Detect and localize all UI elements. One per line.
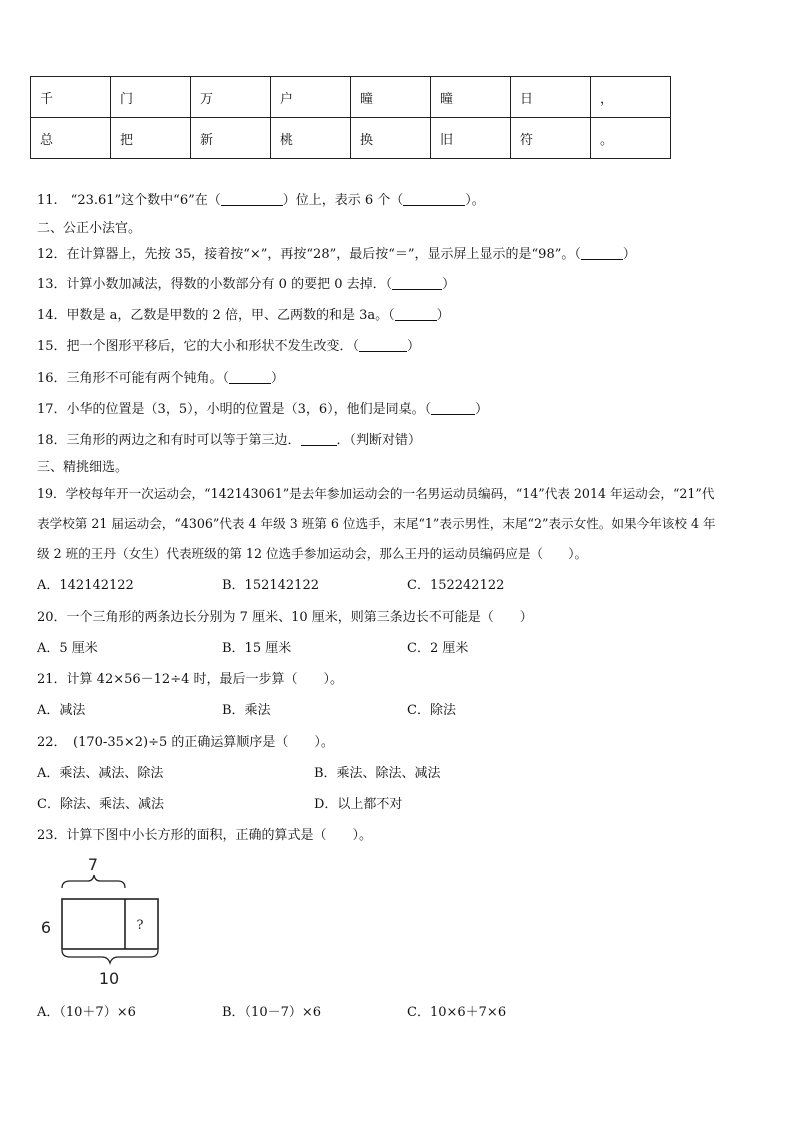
answer-blank[interactable] — [581, 247, 623, 260]
top-width-label: 7 — [87, 855, 99, 874]
table-cell: 总 — [31, 118, 111, 159]
table-cell: 户 — [271, 77, 351, 118]
question-text: 14．甲数是 a，乙数是甲数的 2 倍，甲、乙两数的和是 3a。（ — [37, 308, 395, 323]
option-c[interactable]: C．2 厘米 — [407, 641, 469, 656]
question-text: 16．三角形不可能有两个钝角。（ — [37, 371, 230, 386]
top-brace — [62, 875, 125, 888]
question-12 — [37, 243, 636, 262]
question-text: ） — [407, 339, 421, 354]
question-23: 23．计算下图中小长方形的面积，正确的算式是（ ）。 — [37, 828, 373, 843]
question-22: 22． (170-35×2)÷5 的正确运算顺序是（ ）。 — [37, 735, 334, 750]
question-15 — [37, 335, 420, 354]
answer-blank[interactable] — [403, 193, 465, 206]
option-b[interactable]: B．乘法、除法、减法 — [314, 766, 441, 781]
option-d[interactable]: D．以上都不对 — [314, 797, 403, 812]
table-row — [31, 118, 671, 159]
option-a[interactable]: A．乘法、减法、除法 — [37, 766, 164, 781]
answer-blank[interactable] — [392, 277, 442, 290]
question-14 — [37, 304, 450, 323]
table-cell: 符 — [511, 118, 591, 159]
table-cell: 桃 — [271, 118, 351, 159]
option-b[interactable]: B．（10－7）×6 — [222, 1005, 322, 1020]
table-cell: 日 — [511, 77, 591, 118]
section-heading: 三、精挑细选。 — [37, 460, 129, 475]
question-text: 17．小华的位置是（3，5），小明的位置是（3，6），他们是同桌。（ — [37, 402, 432, 417]
table-cell: 旧 — [431, 118, 511, 159]
bottom-width-label: 10 — [98, 969, 120, 988]
question-text: ） — [442, 277, 456, 292]
option-a[interactable]: A．减法 — [37, 703, 86, 718]
option-c[interactable]: C．除法 — [407, 703, 456, 718]
unknown-label: ? — [136, 918, 144, 933]
question-21: 21．计算 42×56－12÷4 时，最后一步算（ ）。 — [37, 672, 343, 687]
question-20: 20．一个三角形的两条边长分别为 7 厘米、10 厘米，则第三条边长不可能是（ ） — [37, 610, 533, 625]
question-17 — [37, 398, 488, 417]
left-height-label: 6 — [40, 918, 52, 937]
question-text: ） — [271, 371, 285, 386]
table-cell: 门 — [111, 77, 191, 118]
table-cell: 曈 — [431, 77, 511, 118]
question-13 — [37, 273, 455, 292]
question-text: 18．三角形的两边之和有时可以等于第三边． — [37, 433, 301, 448]
outer-rectangle — [62, 899, 158, 949]
question-19-line-1: 19．学校每年开一次运动会，“142143061”是去年参加运动会的一名男运动员编码，“14”代表 2014 年运动会，“21”代 — [37, 486, 715, 501]
table-cell: ， — [591, 77, 671, 118]
question-text: ） — [622, 247, 636, 262]
bottom-brace — [62, 950, 158, 963]
table-cell: 把 — [111, 118, 191, 159]
question-text: ）位上，表示 6 个（ — [282, 193, 404, 208]
question-19-line-3: 级 2 班的王丹（女生）代表班级的第 12 位选手参加运动会，那么王丹的运动员编码应是（ ）。 — [37, 546, 588, 561]
question-19-line-2: 表学校第 21 届运动会，“4306”代表 4 年级 3 班第 6 位选手，末尾“1”表示男性，末尾“2”表示女性。如果今年该校 4 年 — [37, 516, 716, 531]
table-cell: 千 — [31, 77, 111, 118]
answer-blank[interactable] — [359, 339, 407, 352]
table-cell: 。 — [591, 118, 671, 159]
option-a[interactable]: A．142142122 — [37, 578, 134, 593]
question-text: ） — [436, 308, 450, 323]
table-cell: 万 — [191, 77, 271, 118]
question-16 — [37, 367, 284, 386]
question-text: ）。 — [465, 193, 485, 208]
table-row — [31, 77, 671, 118]
answer-blank[interactable] — [221, 193, 283, 206]
option-c[interactable]: C．除法、乘法、减法 — [37, 797, 164, 812]
rectangle-figure — [34, 852, 174, 992]
section-heading: 二、公正小法官。 — [37, 221, 142, 236]
table-cell: 新 — [191, 118, 271, 159]
table-cell: 曈 — [351, 77, 431, 118]
option-a[interactable]: A．5 厘米 — [37, 641, 98, 656]
question-text: 12．在计算器上，先按 35，接着按“×”，再按“28”，最后按“＝”，显示屏上显示的是“98”。（ — [37, 247, 581, 262]
option-b[interactable]: B．15 厘米 — [222, 641, 292, 656]
question-18 — [37, 429, 421, 448]
answer-blank[interactable] — [301, 433, 337, 446]
question-text: 11. “23.61”这个数中“6”在（ — [37, 193, 221, 208]
question-text: 13．计算小数加减法，得数的小数部分有 0 的要把 0 去掉．（ — [37, 277, 393, 292]
option-a[interactable]: A．（10＋7）×6 — [37, 1005, 136, 1020]
option-c[interactable]: C．10×6＋7×6 — [407, 1005, 507, 1020]
answer-blank[interactable] — [395, 308, 437, 321]
question-text: ．（判断对错） — [336, 433, 422, 448]
table-cell: 换 — [351, 118, 431, 159]
answer-blank[interactable] — [229, 371, 271, 384]
question-text: 15．把一个图形平移后，它的大小和形状不发生改变．（ — [37, 339, 360, 354]
answer-blank[interactable] — [431, 402, 475, 415]
question-text: ） — [475, 402, 489, 417]
question-11 — [37, 189, 485, 208]
option-c[interactable]: C．152242122 — [407, 578, 505, 593]
poem-character-table — [30, 76, 671, 159]
option-b[interactable]: B．152142122 — [222, 578, 319, 593]
option-b[interactable]: B．乘法 — [222, 703, 271, 718]
